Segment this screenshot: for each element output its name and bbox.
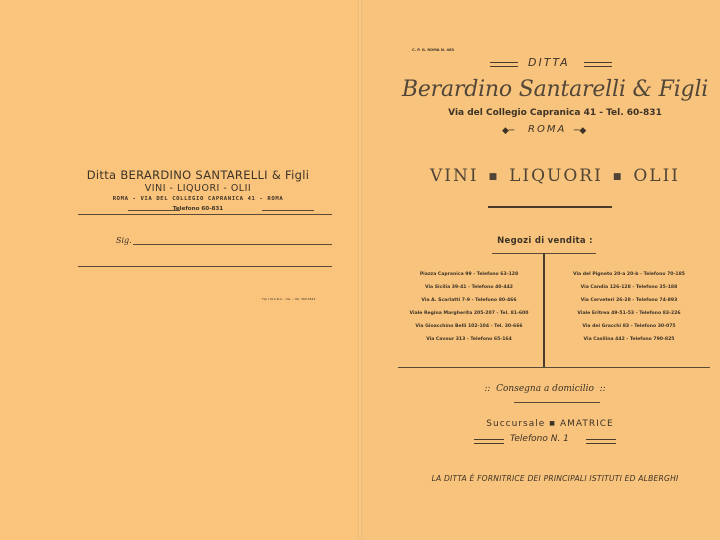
signature-line-2 xyxy=(78,266,332,267)
branch-phone: Telefono N. 1 xyxy=(510,434,569,444)
products-line xyxy=(390,166,720,186)
left-phone-rule-right xyxy=(262,210,314,211)
left-address: ROMA - VIA DEL COLLEGIO CAPRANICA 41 - ROMA xyxy=(112,196,284,202)
branch-city: AMATRICE xyxy=(559,419,614,429)
branch-phone-rule-right xyxy=(586,439,616,444)
product-separator-icon: ■ xyxy=(612,171,624,182)
shop-right-2: Via Candia 126-128 - Telefono 35-188 xyxy=(580,285,678,290)
ditta-rule-right xyxy=(584,62,612,67)
signature-line-1 xyxy=(133,244,332,245)
products-divider xyxy=(488,206,612,208)
footer-note: LA DITTA È FORNITRICE DEI PRINCIPALI ISTITUTI ED ALBERGHI xyxy=(431,474,679,483)
delivery-line xyxy=(390,384,700,394)
shop-left-3: Via A. Scarlatti 7-9 - Telefono 80-466 xyxy=(421,298,517,303)
delivery-divider xyxy=(514,402,600,403)
shop-right-5: Via dei Gracchi 83 - Telefono 30-075 xyxy=(582,324,676,329)
left-products: VINI - LIQUORI - OLII xyxy=(144,183,252,194)
product-separator-icon: ■ xyxy=(488,171,500,182)
shop-left-1: Piazza Capranica 99 - Telefono 63-128 xyxy=(419,272,519,277)
roma-ornament-right-icon: ─◆ xyxy=(574,126,587,136)
company-name-suffix: & Figli xyxy=(632,77,709,102)
company-address: Via del Collegio Capranica 41 - Tel. 60-831 xyxy=(448,108,662,118)
ditta-label: DITTA xyxy=(528,56,570,69)
branch-phone-rule-left xyxy=(474,439,504,444)
company-name-main: Berardino Santarelli xyxy=(401,77,626,102)
ditta-rule-left xyxy=(490,62,518,67)
shop-left-5: Via Gioacchino Belli 102-104 - Tel. 30-666 xyxy=(415,324,523,329)
signature-label: Sig. xyxy=(116,236,132,245)
printer-note: Tip. I.M.A.R.A. - Via ... Tel. 360-5544 xyxy=(262,297,316,301)
shop-left-4: Viale Regina Margherita 205-207 - Tel. 81-600 xyxy=(409,311,529,316)
left-phone-rule-left xyxy=(128,210,180,211)
left-company-title: Ditta BERARDINO SANTARELLI & Figli xyxy=(86,168,310,182)
delivery-colon-right-icon: :: xyxy=(593,384,606,394)
shops-vertical-divider xyxy=(543,253,545,367)
document-code: C. P. G. ROMA N. 463 xyxy=(412,48,454,52)
shop-right-4: Viale Eritrea 49-51-53 - Telefono 83-226 xyxy=(577,311,681,316)
product-olii: OLII xyxy=(633,166,681,186)
company-name xyxy=(390,77,720,102)
shops-bottom-rule xyxy=(398,367,710,368)
roma-ornament-left-icon: ◆─ xyxy=(502,126,515,136)
delivery-colon-left-icon: :: xyxy=(484,384,497,394)
shop-left-2: Via Sicilia 39-41 - Telefono 40-442 xyxy=(425,285,513,290)
branch-separator-icon: ■ xyxy=(549,420,556,427)
branch-label: Succursale xyxy=(486,419,546,429)
shop-left-6: Via Cavour 313 - Telefono 65-164 xyxy=(426,337,512,342)
branch-line xyxy=(390,419,710,429)
page-fold xyxy=(358,0,362,540)
product-vini: VINI xyxy=(429,166,479,186)
delivery-text: Consegna a domicilio xyxy=(496,384,594,394)
left-header-divider xyxy=(78,214,332,215)
left-phone: Telefono 60-831 xyxy=(172,206,224,212)
shop-right-6: Via Casilina 442 - Telefono 790-825 xyxy=(583,337,675,342)
city-label: ROMA xyxy=(528,124,567,135)
product-liquori: LIQUORI xyxy=(509,166,603,186)
shop-right-1: Via del Pigneto 20-a 20-b - Telefono 70-185 xyxy=(573,272,685,277)
shops-title: Negozi di vendita : xyxy=(497,236,593,246)
shop-right-3: Via Cerveteri 26-28 - Telefono 74-893 xyxy=(580,298,678,303)
